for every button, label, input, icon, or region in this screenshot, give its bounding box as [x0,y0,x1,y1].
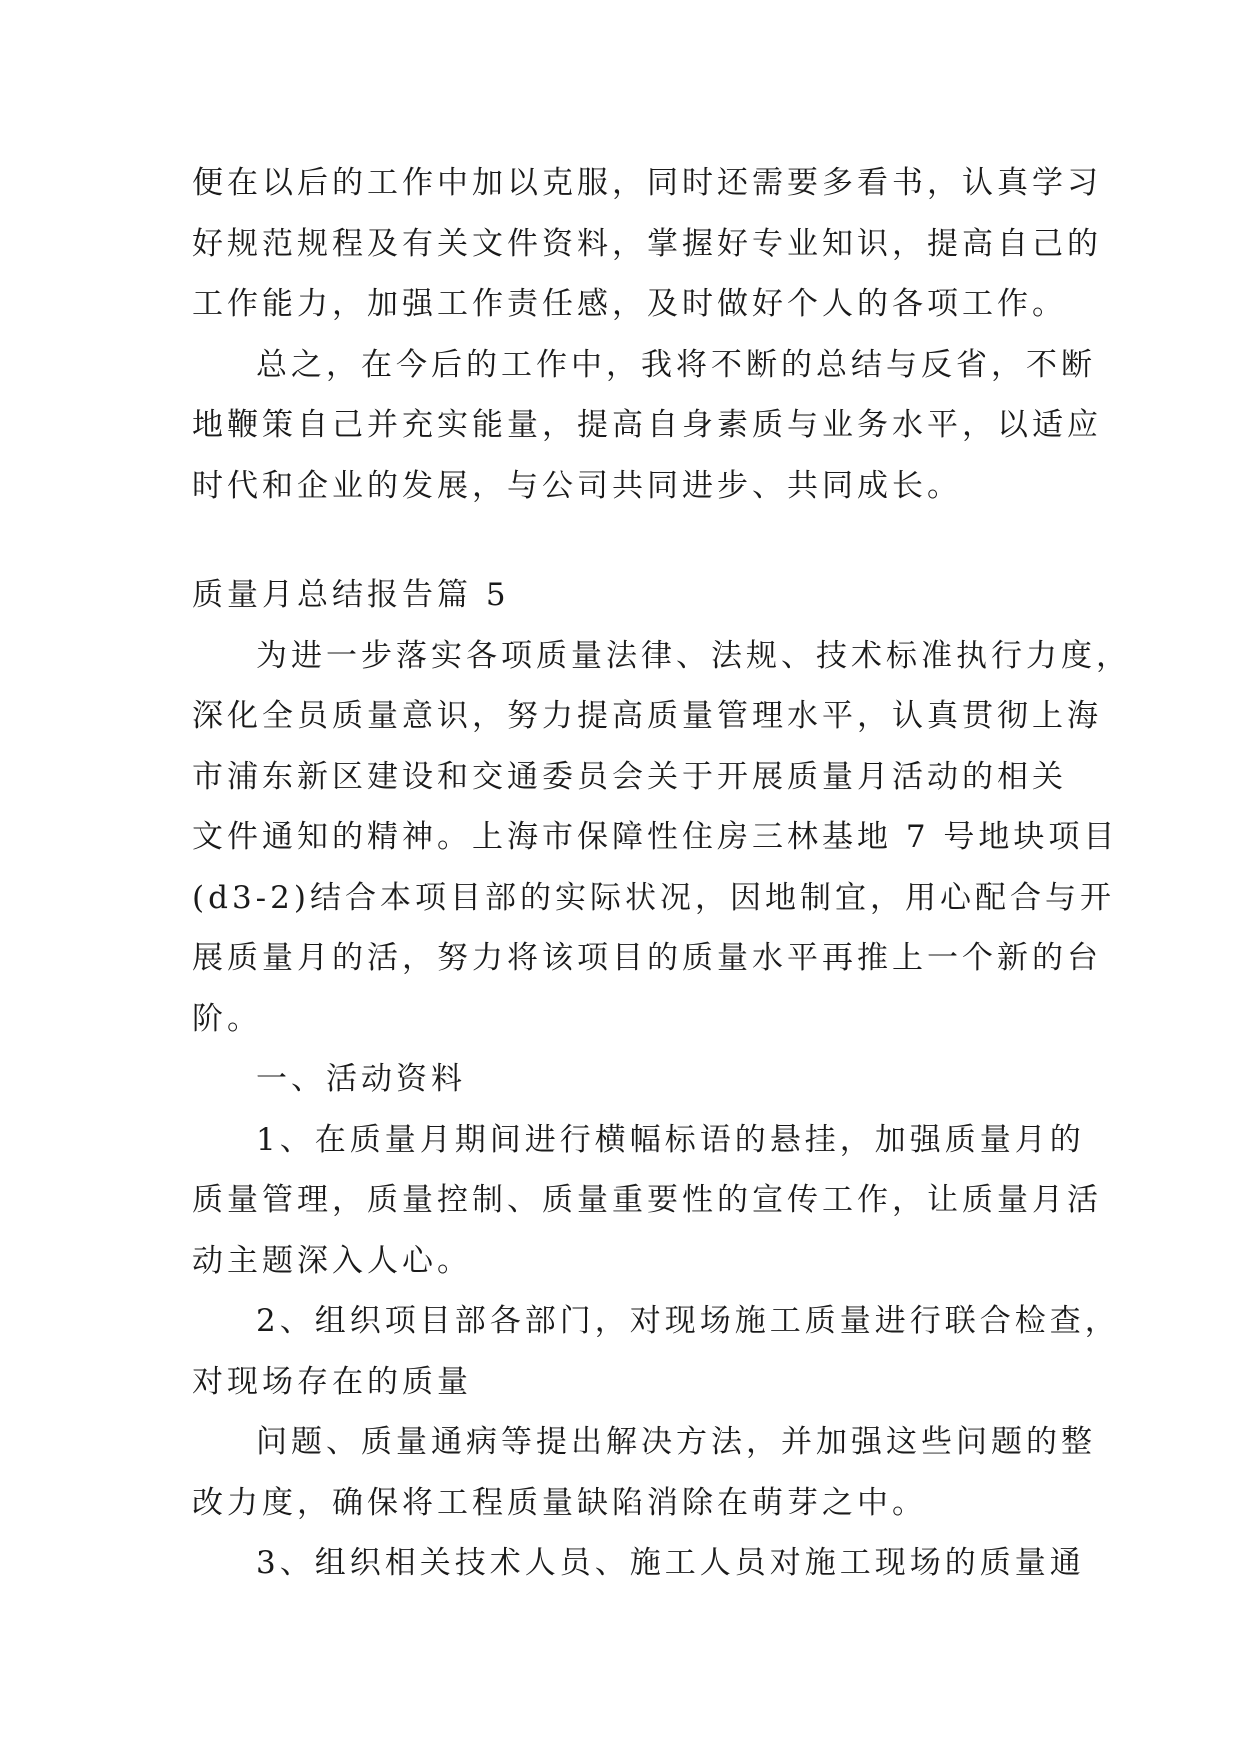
text-line: 1、在质量月期间进行横幅标语的悬挂，加强质量月的 [256,1122,1085,1158]
text-line: 2、组织项目部各部门，对现场施工质量进行联合检查， [256,1303,1120,1339]
text-line: 便在以后的工作中加以克服，同时还需要多看书，认真学习 [192,165,1102,201]
text-line: 好规范规程及有关文件资料，掌握好专业知识，提高自己的 [192,226,1102,262]
subheading: 一、活动资料 [256,1061,466,1097]
text-line: 总之，在今后的工作中，我将不断的总结与反省，不断 [256,347,1096,383]
text-line: 深化全员质量意识，努力提高质量管理水平，认真贯彻上海 [192,698,1102,734]
text-line: 对现场存在的质量 [192,1364,472,1400]
text-line: 市浦东新区建设和交通委员会关于开展质量月活动的相关 [192,759,1067,795]
text-line: 阶。 [192,1001,262,1037]
text-line: 为进一步落实各项质量法律、法规、技术标准执行力度， [256,638,1131,674]
text-line: 动主题深入人心。 [192,1243,472,1279]
section-heading: 质量月总结报告篇 5 [192,577,510,613]
text-line: 3、组织相关技术人员、施工人员对施工现场的质量通 [256,1545,1085,1581]
text-line: 地鞭策自己并充实能量，提高自身素质与业务水平，以适应 [192,407,1102,443]
text-line: 改力度，确保将工程质量缺陷消除在萌芽之中。 [192,1485,927,1521]
text-line: (d3-2)结合本项目部的实际状况，因地制宜，用心配合与开 [192,880,1115,916]
text-line: 文件通知的精神。上海市保障性住房三林基地 7 号地块项目 [192,819,1119,855]
text-line: 时代和企业的发展，与公司共同进步、共同成长。 [192,468,962,504]
text-line: 工作能力，加强工作责任感，及时做好个人的各项工作。 [192,286,1067,322]
text-line: 质量管理，质量控制、质量重要性的宣传工作，让质量月活 [192,1182,1102,1218]
text-line: 问题、质量通病等提出解决方法，并加强这些问题的整 [256,1424,1096,1460]
text-line: 展质量月的活，努力将该项目的质量水平再推上一个新的台 [192,940,1102,976]
